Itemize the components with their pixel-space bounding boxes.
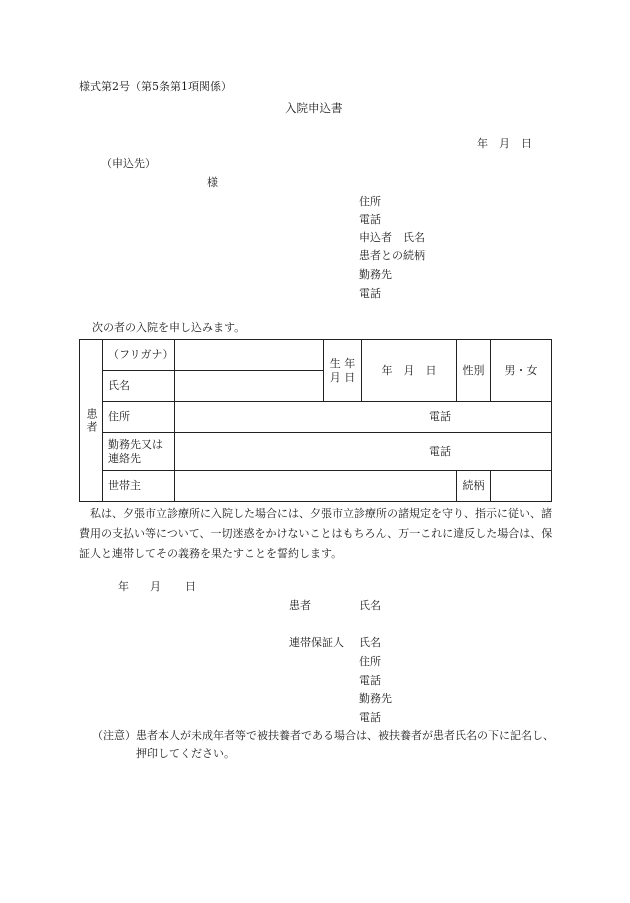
guarantor-name-label: 氏名 <box>359 636 381 649</box>
addressee-label: （申込先） <box>101 157 156 170</box>
workplace-phone-label: 電話 <box>429 444 451 458</box>
sex-label: 性別 <box>457 340 491 402</box>
patient-sign-name-label: 氏名 <box>359 599 381 612</box>
furigana-field[interactable] <box>175 340 324 371</box>
applicant-phone2-label: 電話 <box>359 287 381 300</box>
form-number: 様式第2号（第5条第1項関係） <box>79 80 232 93</box>
applicant-phone-label: 電話 <box>359 213 381 226</box>
patient-sign-label: 患者 <box>289 599 311 612</box>
note-text: 患者本人が未成年者等で被扶養者である場合は、被扶養者が患者氏名の下に記名し、押印してください。 <box>136 729 554 760</box>
sign-date-year: 年 <box>118 580 129 593</box>
guarantor-label: 連帯保証人 <box>289 636 344 649</box>
name-field[interactable] <box>175 371 324 402</box>
sign-date-day: 日 <box>185 580 196 593</box>
sign-date-month: 月 <box>150 580 161 593</box>
intro-text: 次の者の入院を申し込みます。 <box>92 321 246 334</box>
applicant-name-label: 申込者 氏名 <box>359 231 425 244</box>
note-label: （注意） <box>92 729 136 742</box>
applicant-relationship-label: 患者との続柄 <box>359 249 425 262</box>
page-title: 入院申込書 <box>285 101 343 115</box>
household-head-label: 世帯主 <box>103 471 175 502</box>
workplace-contact-field[interactable] <box>175 433 552 471</box>
sex-options[interactable]: 男・女 <box>491 340 552 402</box>
date-line: 年 月 日 <box>477 137 532 150</box>
pledge-text: 私は、夕張市立診療所に入院した場合には、夕張市立診療所の諸規定を守り、指示に従い、諸費用の支払い等について、一切迷惑をかけないことはもちろん、万一これに違反した場合は、保証人と連帯してその義務を果たすことを誓約します。 <box>79 507 553 560</box>
guarantor-address-label: 住所 <box>359 655 381 668</box>
applicant-workplace-label: 勤務先 <box>359 268 392 281</box>
guarantor-phone-label: 電話 <box>359 674 381 687</box>
furigana-label: （フリガナ） <box>103 340 175 371</box>
address-phone-label: 電話 <box>429 410 451 423</box>
name-label: 氏名 <box>103 371 175 402</box>
guarantor-workplace-label: 勤務先 <box>359 692 392 705</box>
workplace-contact-label: 勤務先又は連絡先 <box>103 433 175 471</box>
household-head-field[interactable] <box>175 471 457 502</box>
patient-vertical-label: 患者 <box>80 340 103 502</box>
address-label: 住所 <box>103 402 175 433</box>
relationship-field[interactable] <box>491 471 552 502</box>
birth-label: 生 年 月 日 <box>324 340 362 402</box>
patient-table <box>79 339 552 502</box>
addressee-honorific: 様 <box>207 176 218 189</box>
relationship-label: 続柄 <box>457 471 491 502</box>
applicant-address-label: 住所 <box>359 195 381 208</box>
guarantor-phone2-label: 電話 <box>359 711 381 724</box>
address-field[interactable] <box>175 402 552 433</box>
birth-date-field[interactable]: 年 月 日 <box>362 340 457 402</box>
